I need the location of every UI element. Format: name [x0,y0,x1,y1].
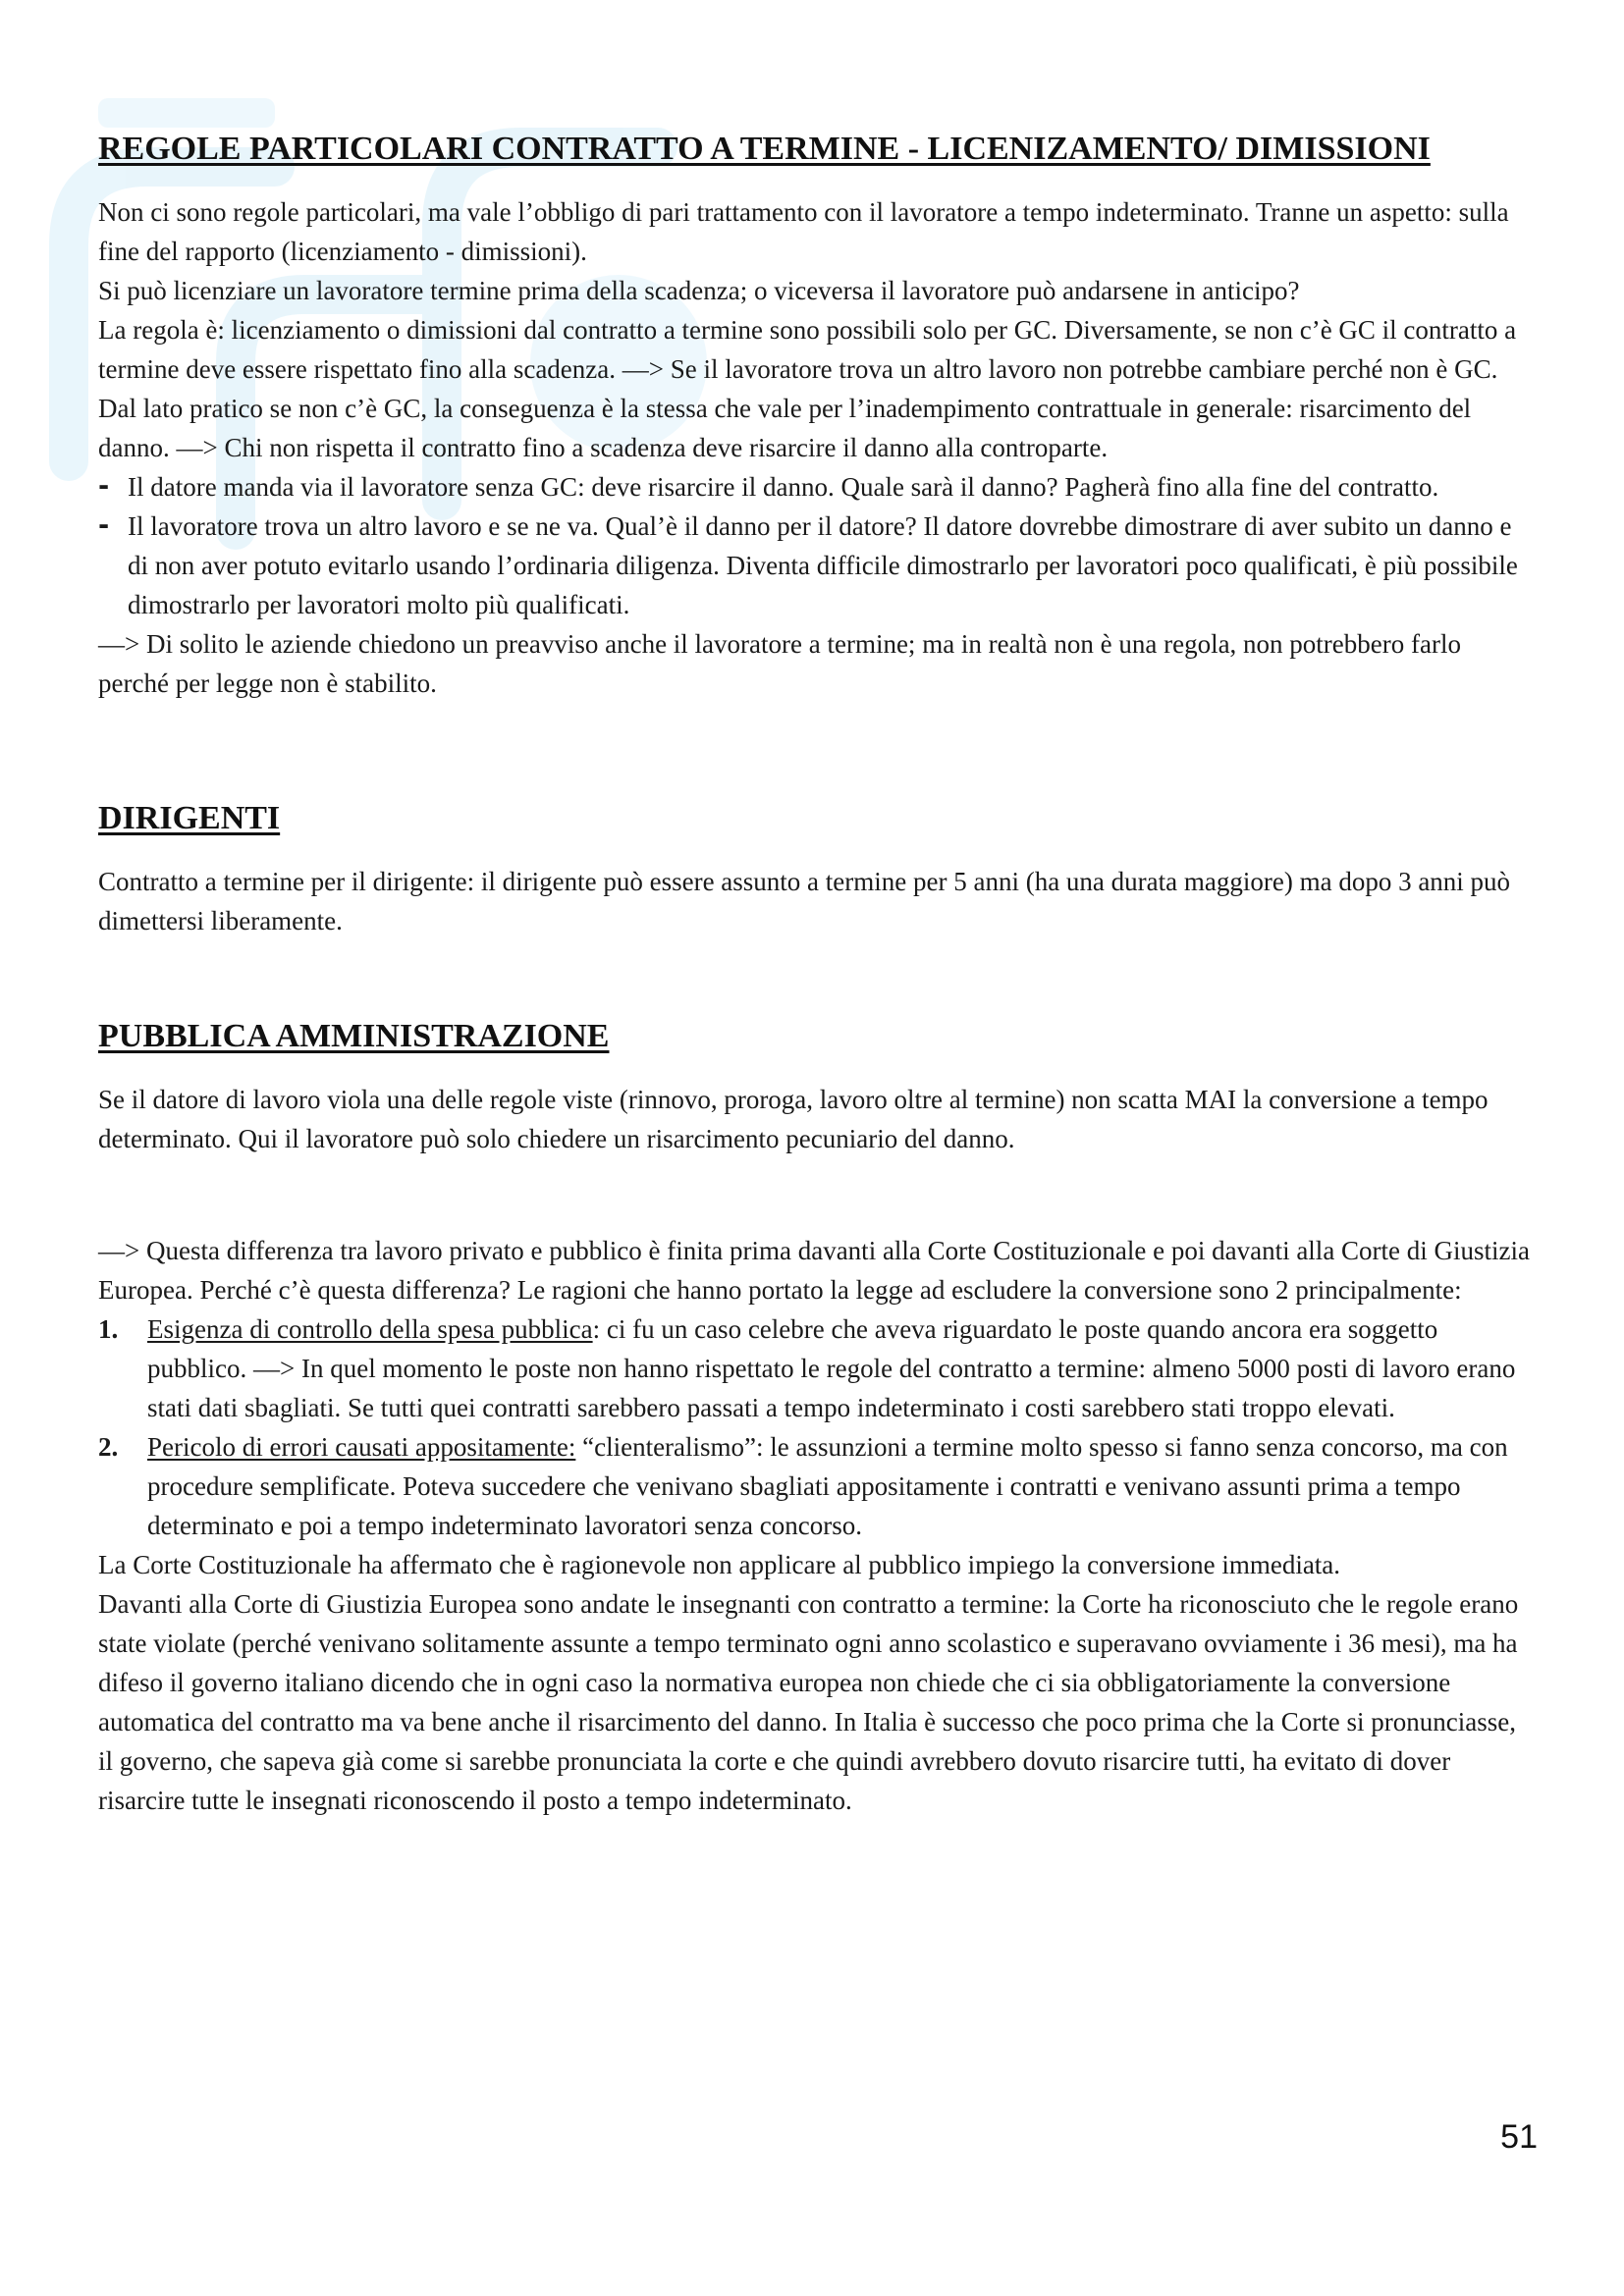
paragraph: —> Questa differenza tra lavoro privato e pubblico è finita prima davanti alla Corte Costituzionale e poi davanti alla Corte di Giustizia Europea. Perché c’è questa differenza? Le ragioni che hanno portato la legge ad escludere la conversione sono 2 principalmente: [98,1236,1531,1305]
paragraph: Non ci sono regole particolari, ma vale l’obbligo di pari trattamento con il lavoratore a tempo indeterminato. Tranne un aspetto: sulla fine del rapporto (licenziamento - dimissioni). [98,197,1509,266]
section-title-contratto: REGOLE PARTICOLARI CONTRATTO A TERMINE - LICENIZAMENTO/ DIMISSIONI [98,131,1431,167]
list-item-text: Il datore manda via il lavoratore senza GC: deve risarcire il danno. Quale sarà il danno? Pagherà fino alla fine del contratto. [128,472,1439,502]
section-title-pa: PUBBLICA AMMINISTRAZIONE [98,1018,610,1054]
numbered-list [98,1309,1532,1545]
list-number: 2. [98,1432,119,1462]
paragraph: —> Di solito le aziende chiedono un preavviso anche il lavoratore a termine; ma in realtà non è una regola, non potrebbero farlo perché per legge non è stabilito. [98,629,1461,698]
list-item-heading: Pericolo di errori causati appositamente: [147,1432,576,1462]
section-title-dirigenti: DIRIGENTI [98,800,281,836]
list-item-heading: Esigenza di controllo della spesa pubblica [147,1314,593,1344]
paragraph: Si può licenziare un lavoratore termine prima della scadenza; o viceversa il lavoratore può andarsene in anticipo? [98,276,1300,305]
page-number: 51 [1500,2118,1538,2156]
paragraph: Dal lato pratico se non c’è GC, la conseguenza è la stessa che vale per l’inadempimento contrattuale in generale: risarcimento del danno. —> Chi non rispetta il contratto fino a scadenza deve risarcire il danno alla controparte. [98,394,1472,462]
dash-bullet: - [98,510,110,541]
list-item-text: “clienteralismo”: le assunzioni a termine molto spesso si fanno senza concorso, ma con procedure semplificate. Poteva succedere che venivano sbagliati appositamente i contratti e venivano assunti prima a tempo determinato e poi a tempo indeterminato lavoratori senza concorso. [147,1432,1508,1540]
list-item-text: Il lavoratore trova un altro lavoro e se ne va. Qual’è il danno per il datore? Il datore dovrebbe dimostrare di aver subito un danno e di non aver potuto evitarlo usando l’ordinaria diligenza. Diventa difficile dimostrarlo per lavoratori poco qualificati, è più possibile dimostrarlo per lavoratori molto più qualificati. [128,511,1518,619]
list-item [98,1309,1532,1427]
list-item [98,1427,1532,1545]
document-page [98,126,1532,1820]
paragraph: Davanti alla Corte di Giustizia Europea sono andate le insegnanti con contratto a termine: la Corte ha riconosciuto che le regole erano state violate (perché venivano solitamente assunte a tempo terminato ogni anno scolastico e superavano ovviamente i 36 mesi), ma ha difeso il governo italiano dicendo che in ogni caso la normativa europea non chiede che ci sia obbligatoriamente la conversione automatica del contratto ma va bene anche il risarcimento del danno. In Italia è successo che poco prima che la Corte si pronunciasse, il governo, che sapeva già come si sarebbe pronunciata la corte e che quindi avrebbero dovuto risarcire tutti, ha evitato di dover risarcire tutte le insegnati riconoscendo il posto a tempo indeterminato. [98,1589,1519,1815]
paragraph: La Corte Costituzionale ha affermato che è ragionevole non applicare al pubblico impiego la conversione immediata. [98,1550,1341,1579]
list-item [98,467,1532,507]
list-item-text: : ci fu un caso celebre che aveva riguardato le poste quando ancora era soggetto pubblico. —> In quel momento le poste non hanno rispettato le regole del contratto a termine: almeno 5000 posti di lavoro erano stati dati sbagliati. Se tutti quei contratti sarebbero passati a tempo indeterminato i costi sarebbero stati troppo elevati. [147,1314,1516,1422]
paragraph: Se il datore di lavoro viola una delle regole viste (rinnovo, proroga, lavoro oltre al termine) non scatta MAI la conversione a tempo determinato. Qui il lavoratore può solo chiedere un risarcimento pecuniario del danno. [98,1085,1489,1153]
paragraph: La regola è: licenziamento o dimissioni dal contratto a termine sono possibili solo per GC. Diversamente, se non c’è GC il contratto a termine deve essere rispettato fino alla scadenza. —> Se il lavoratore trova un altro lavoro non potrebbe cambiare perché non è GC. [98,315,1517,384]
dash-list [98,467,1532,624]
dash-bullet: - [98,471,110,502]
paragraph: Contratto a termine per il dirigente: il dirigente può essere assunto a termine per 5 anni (ha una durata maggiore) ma dopo 3 anni può dimettersi liberamente. [98,867,1511,935]
list-item [98,507,1532,624]
list-number: 1. [98,1314,119,1344]
